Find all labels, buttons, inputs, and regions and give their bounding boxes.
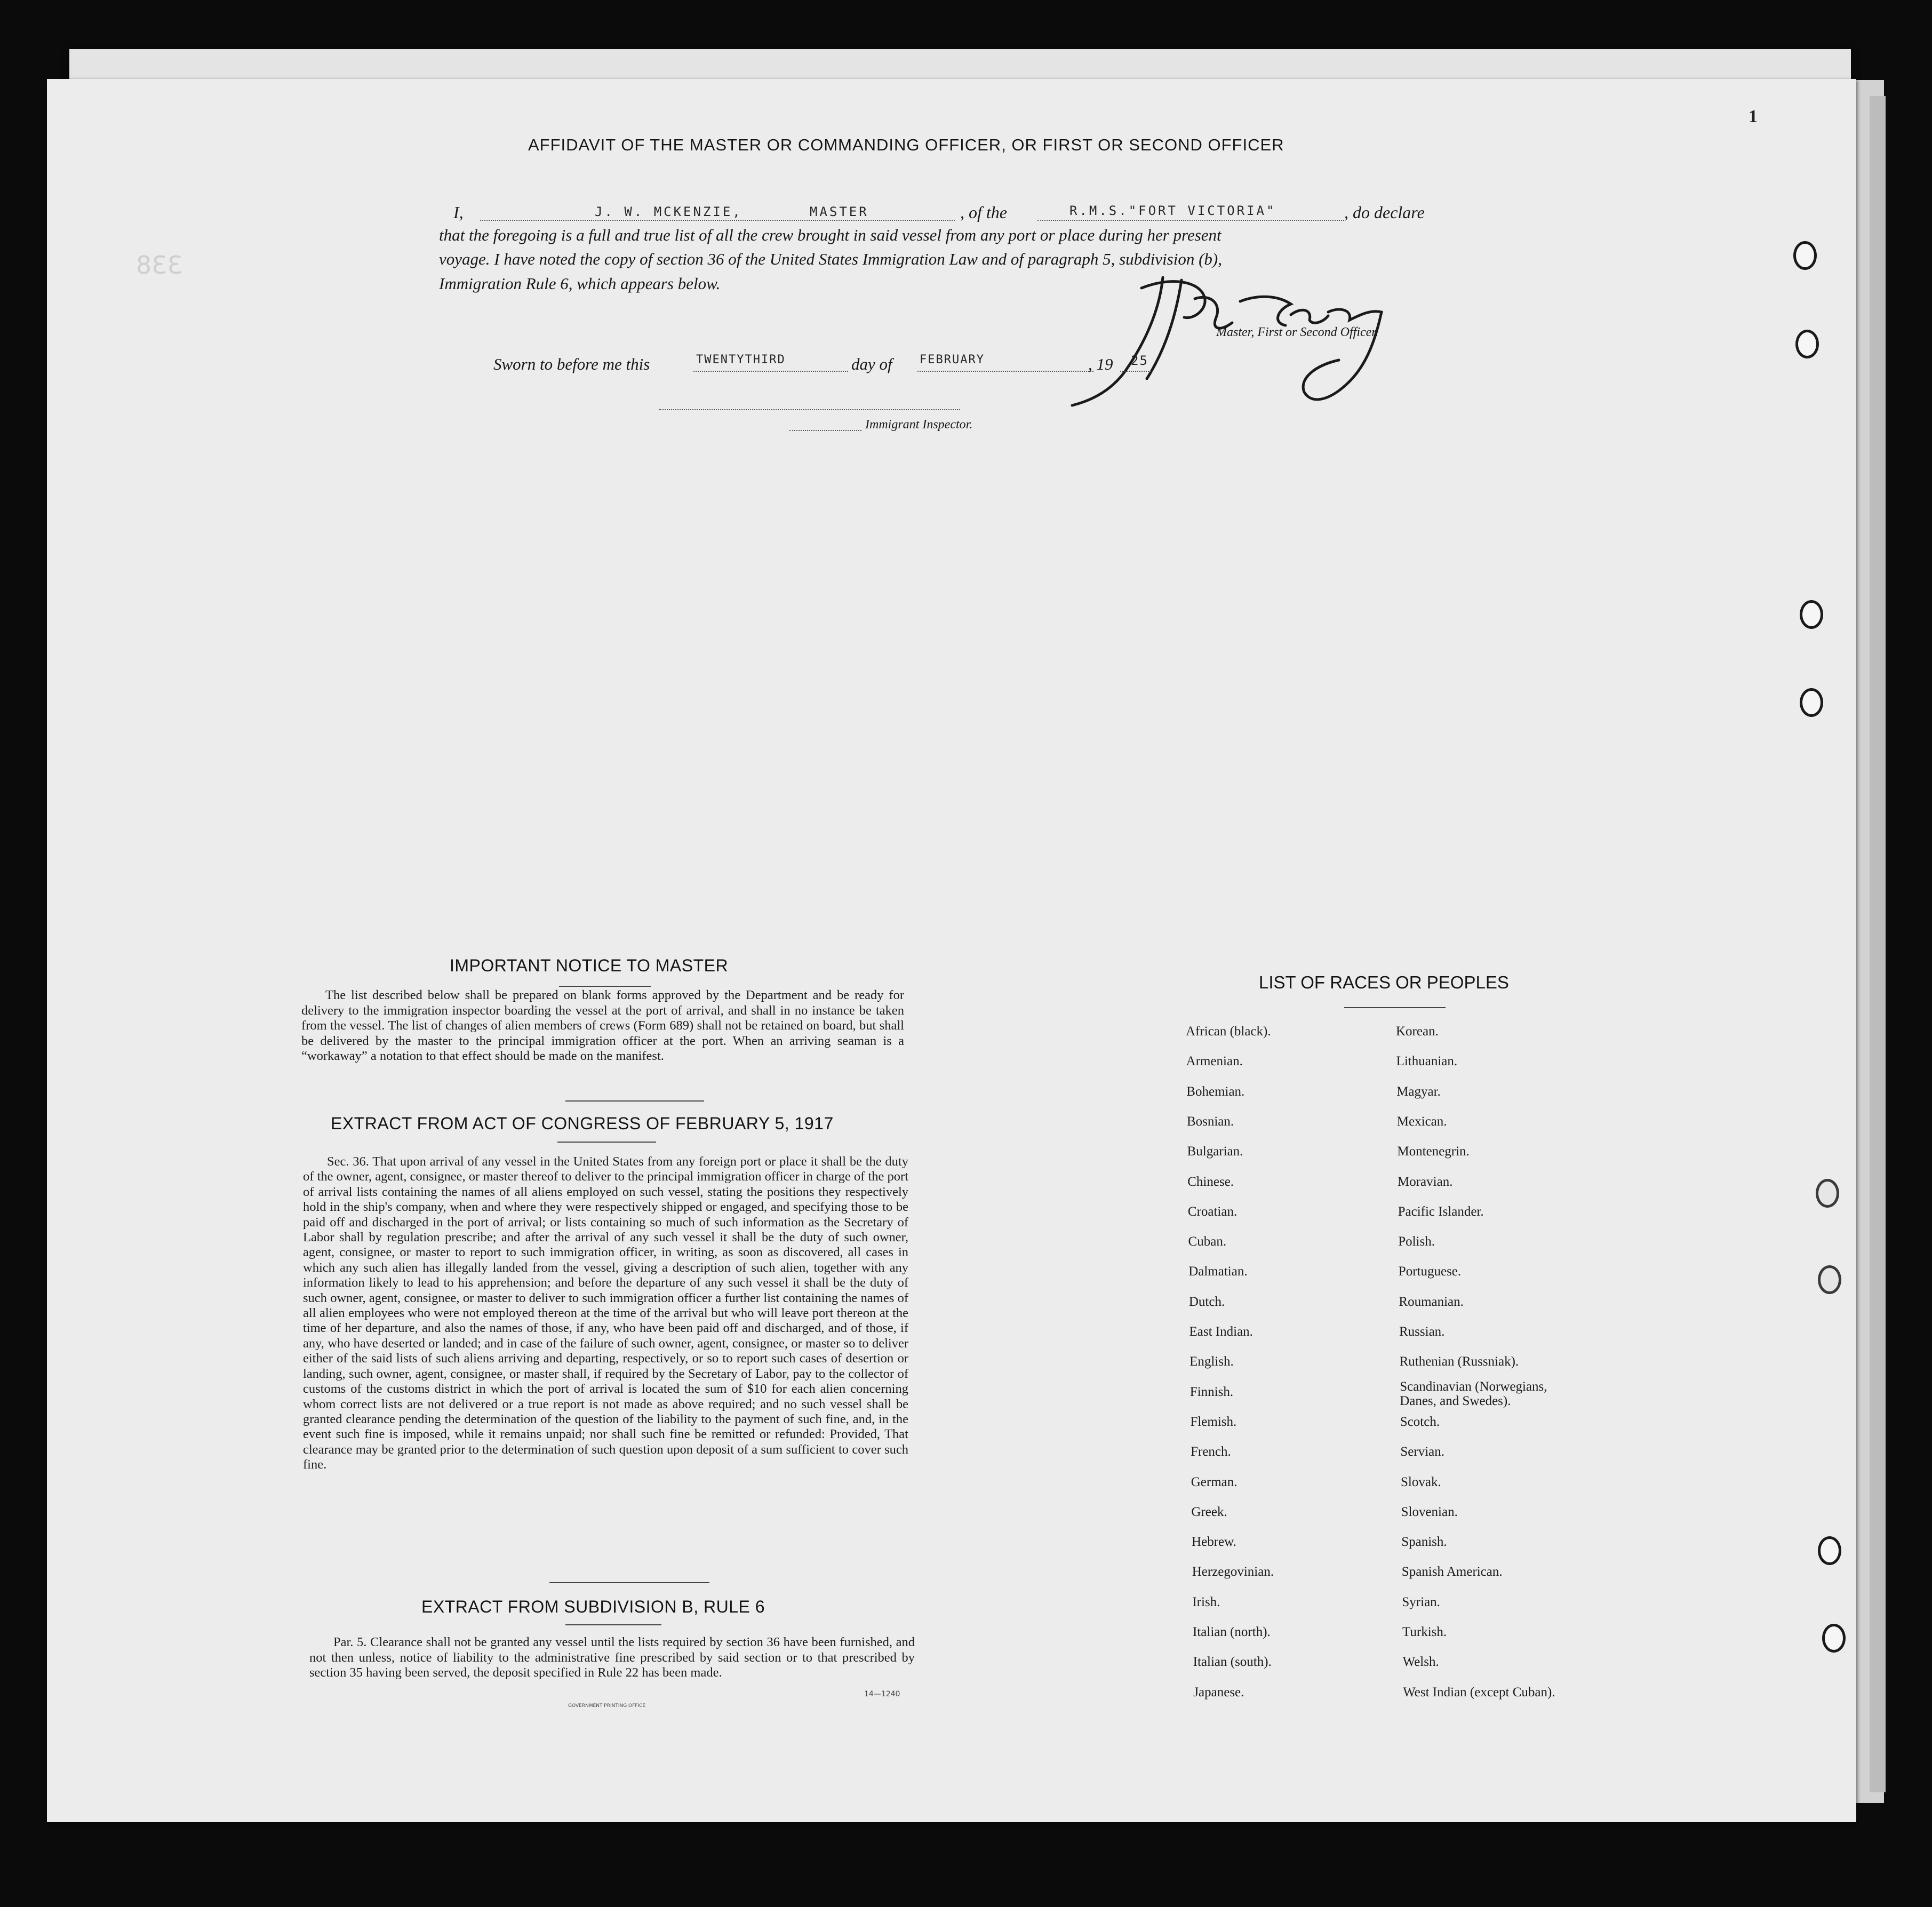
notice-title: IMPORTANT NOTICE TO MASTER <box>450 956 729 975</box>
vessel-name: R.M.S."FORT VICTORIA" <box>1069 203 1276 218</box>
race-item: Herzegovinian. <box>1192 1565 1274 1579</box>
race-item: German. <box>1191 1474 1238 1489</box>
master-name: J. W. MCKENZIE, <box>595 204 743 219</box>
race-item: Dalmatian. <box>1188 1264 1248 1279</box>
punch-hole <box>1793 241 1817 270</box>
race-item: Lithuanian. <box>1396 1054 1458 1069</box>
notice-body: The list described below shall be prepared on blank forms approved by the Department and be ready for delivery to the immigration inspector boarding the vessel at the port of arrival, and shall in no instance be taken from the vessel. The list of changes of alien members of crews (Form 689) shall not be retained on board, but shall be delivered by the master to the principal immigration officer at the port. When an arriving seaman is a “workaway” a notation to that effect should be made on the manifest. <box>301 988 904 1063</box>
declaration-line-1: that the foregoing is a full and true list of all the crew brought in said vessel from any port or place during her present <box>439 226 1222 244</box>
race-item: Scandinavian (Norwegians, Danes, and Swedes). <box>1400 1379 1547 1408</box>
inspector-signature-line <box>659 409 960 410</box>
race-item: Polish. <box>1398 1234 1435 1249</box>
form-number: 14—1240 <box>864 1690 900 1698</box>
race-item: Hebrew. <box>1192 1535 1236 1550</box>
race-item: Scotch. <box>1400 1414 1440 1429</box>
race-item: African (black). <box>1186 1024 1271 1039</box>
race-item: Cuban. <box>1188 1234 1227 1249</box>
race-item: French. <box>1191 1445 1231 1459</box>
race-item: Slovak. <box>1401 1474 1441 1489</box>
race-item: Slovenian. <box>1401 1504 1458 1519</box>
corner-mark: 1 <box>1749 107 1758 126</box>
race-item: Bulgarian. <box>1187 1144 1243 1159</box>
race-item: Spanish. <box>1401 1535 1447 1550</box>
affidavit-title: AFFIDAVIT OF THE MASTER OR COMMANDING OFFICER, OR FIRST OR SECOND OFFICER <box>528 135 1284 154</box>
year-line <box>1120 371 1153 372</box>
day-of-label: day of <box>851 355 892 373</box>
race-item: Montenegrin. <box>1397 1144 1470 1159</box>
race-item: Servian. <box>1400 1445 1445 1459</box>
inspector-name-line <box>789 430 861 431</box>
sworn-month: FEBRUARY <box>920 353 985 366</box>
race-item: West Indian (except Cuban). <box>1403 1685 1555 1699</box>
year-prefix: , 19 <box>1088 355 1113 373</box>
of-the-label: , of the <box>960 203 1007 222</box>
race-item: Italian (south). <box>1193 1655 1272 1670</box>
race-item: Russian. <box>1399 1324 1445 1339</box>
rule-title-rule <box>565 1624 661 1625</box>
race-item: Armenian. <box>1186 1054 1243 1069</box>
race-item: East Indian. <box>1189 1324 1253 1339</box>
race-item: Moravian. <box>1398 1174 1453 1189</box>
punch-hole <box>1818 1265 1841 1294</box>
race-item: Korean. <box>1396 1024 1439 1039</box>
printer-imprint: GOVERNMENT PRINTING OFFICE <box>568 1703 646 1709</box>
act-extract-body: Sec. 36. That upon arrival of any vessel in the United States from any foreign port or place it shall be the duty of the owner, agent, consignee, or master thereof to deliver to the principal immigration officer in charge of the port of arrival lists containing the names of all aliens employed on such vessel, stating the positions they respectively hold in the ship's company, when and where they were respectively shipped or engaged, and specifying those to be paid off and discharged in the port of arrival; or lists containing so much of such information as the Secretary of Labor shall by regulation prescribe; and after the arrival of any such vessel it shall be the duty of such owner, agent, consignee, or master to report to such immigration officer, in writing, as soon as discovered, all cases in which any such alien has illegally landed from the vessel, giving a description of such alien, together with any information likely to lead to his apprehension; and before the departure of any such vessel it shall be the duty of such owner, agent, consignee, or master to deliver to such immigration officer a further list containing the names of all alien employees who were not employed thereon at the time of the arrival but who will leave port thereon at the time of her departure, and also the names of those, if any, who have been paid off and discharged, and of those, if any, who have deserted or landed; and in case of the failure of such owner, agent, consignee, or master so to deliver either of the said lists of such aliens arriving and departing, respectively, or so to report such cases of desertion or landing, such owner, agent, consignee, or master shall, if required by the Secretary of Labor, pay to the collector of customs of the customs district in which the port of arrival is located the sum of $10 for each alien concerning whom correct lists are not delivered or a true report is not made as above required; and no such vessel shall be granted clearance pending the determination of the question of the liability to the payment of such fine, and, in the event such fine is imposed, while it remains unpaid; nor shall such fine be remitted or refunded: Provided, That clearance may be granted prior to the determination of such question upon deposit of a sum sufficient to cover such fine. <box>303 1154 908 1472</box>
race-item: Portuguese. <box>1398 1264 1462 1279</box>
punch-hole <box>1818 1536 1841 1565</box>
manifest-page <box>47 79 1856 1822</box>
race-item: Greek. <box>1191 1504 1227 1519</box>
vessel-line <box>1037 220 1344 221</box>
race-item: Turkish. <box>1402 1625 1447 1639</box>
rule-extract-title: EXTRACT FROM SUBDIVISION B, RULE 6 <box>421 1597 765 1616</box>
signature-caption: Master, First or Second Officer. <box>1216 325 1378 339</box>
inspector-label: Immigrant Inspector. <box>865 418 973 432</box>
punch-hole <box>1800 688 1823 717</box>
race-item: Syrian. <box>1402 1594 1440 1609</box>
sheet-edge-inner <box>1870 96 1886 1792</box>
declaration-line-3: Immigration Rule 6, which appears below. <box>439 274 721 293</box>
race-item: Bosnian. <box>1186 1114 1234 1129</box>
race-item: Croatian. <box>1187 1204 1238 1219</box>
act-rule <box>549 1582 709 1583</box>
race-item: Irish. <box>1192 1594 1220 1609</box>
race-item: Magyar. <box>1396 1084 1441 1099</box>
do-declare-label: , do declare <box>1344 203 1425 222</box>
sworn-day: TWENTYTHIRD <box>696 353 786 366</box>
act-title-rule <box>557 1142 656 1143</box>
master-signature <box>1061 256 1462 432</box>
race-item: Italian (north). <box>1193 1625 1271 1639</box>
day-line <box>693 371 848 372</box>
race-item: Mexican. <box>1396 1114 1447 1129</box>
race-item: Finnish. <box>1189 1384 1234 1399</box>
master-rank: MASTER <box>810 204 869 219</box>
act-extract-title: EXTRACT FROM ACT OF CONGRESS OF FEBRUARY 5, 1917 <box>331 1114 834 1133</box>
name-line <box>480 220 955 221</box>
punch-hole <box>1822 1624 1846 1653</box>
year-suffix: 25 <box>1131 353 1148 368</box>
notice-title-rule <box>559 986 651 987</box>
race-item: Spanish American. <box>1401 1565 1503 1579</box>
race-item: English. <box>1189 1354 1234 1369</box>
race-item: Ruthenian (Russniak). <box>1399 1354 1519 1369</box>
punch-hole <box>1795 330 1819 358</box>
races-title: LIST OF RACES OR PEOPLES <box>1259 972 1509 992</box>
sworn-prefix: Sworn to before me this <box>493 355 650 373</box>
race-item: Chinese. <box>1187 1174 1234 1189</box>
bleed-through-number: 338 <box>136 251 183 280</box>
race-item: Bohemian. <box>1186 1084 1245 1099</box>
race-item: Roumanian. <box>1399 1294 1464 1309</box>
punch-hole <box>1800 600 1823 629</box>
race-item: Dutch. <box>1188 1294 1225 1309</box>
race-item: Pacific Islander. <box>1398 1204 1484 1219</box>
month-line <box>917 371 1093 372</box>
race-item: Japanese. <box>1193 1685 1244 1699</box>
race-item: Flemish. <box>1190 1414 1237 1429</box>
races-title-rule <box>1344 1007 1446 1008</box>
declaration-line-2: voyage. I have noted the copy of section 36 of the United States Immigration Law and of paragraph 5, subdivision (b), <box>439 250 1222 268</box>
rule-extract-body: Par. 5. Clearance shall not be granted any vessel until the lists required by section 36 have been furnished, and not then unless, notice of liability to the administrative fine prescribed by said section or to that prescribed by section 35 having been served, the deposit specified in Rule 22 has been made. <box>309 1635 915 1680</box>
notice-rule <box>565 1100 704 1102</box>
i-label: I, <box>453 203 464 222</box>
race-item: Welsh. <box>1402 1655 1439 1670</box>
punch-hole <box>1816 1179 1839 1208</box>
